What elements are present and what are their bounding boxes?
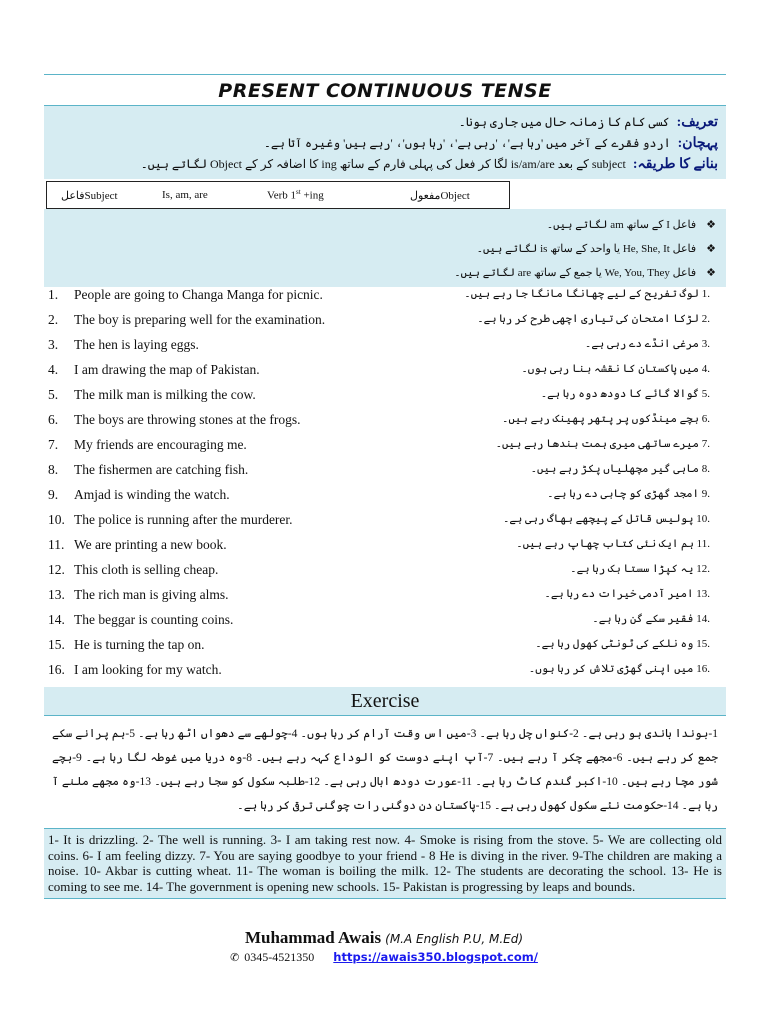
method-row: [52, 154, 718, 175]
sentence-row: [44, 487, 726, 512]
urdu-text: فقیر سکے گن رہا ہے۔: [592, 613, 694, 625]
footer: [0, 928, 768, 965]
sentence-number: 12.: [48, 562, 65, 577]
sentence-row: [44, 562, 726, 587]
english-sentence: [48, 637, 204, 653]
sentence-text: He is turning the tap on.: [74, 637, 205, 652]
sentence-text: The beggar is counting coins.: [74, 612, 234, 627]
identification-label: پہچان:: [677, 136, 718, 151]
sentence-row: [44, 537, 726, 562]
english-sentence: [48, 462, 248, 478]
bullets-box: [44, 209, 726, 287]
urdu-number: .7: [701, 438, 710, 450]
sentence-text: My friends are encouraging me.: [74, 437, 247, 452]
sentence-text: Amjad is winding the watch.: [74, 487, 230, 502]
urdu-text: میں پاکستان کا نقشہ بنا رہی ہوں۔: [521, 363, 699, 375]
sentence-number: 2.: [48, 312, 59, 327]
bullet-item: [54, 261, 716, 285]
sentence-number: 14.: [48, 612, 65, 627]
identification-row: [52, 133, 718, 154]
urdu-number: .14: [696, 613, 710, 625]
urdu-number: .10: [696, 513, 710, 525]
sentence-text: The boys are throwing stones at the frogs.: [74, 412, 301, 427]
sentence-row: [44, 287, 726, 312]
urdu-number: .5: [701, 388, 710, 400]
bullet-item: [54, 213, 716, 237]
definition-label: تعریف:: [676, 115, 718, 130]
sentence-number: 4.: [48, 362, 59, 377]
urdu-text: امجد گھڑی کو چابی دے رہا ہے۔: [547, 488, 699, 500]
sentence-row: [44, 412, 726, 437]
english-sentence: [48, 562, 218, 578]
urdu-sentence: [535, 637, 710, 650]
sentence-row: [44, 462, 726, 487]
english-sentence: [48, 587, 228, 603]
sentence-text: The police is running after the murderer.: [74, 512, 293, 527]
sentence-number: 11.: [48, 537, 65, 552]
exercise-urdu-paragraph: 1-بوندا باندی ہو رہی ہے۔ 2-کنواں چل رہا ہے۔ 3-میں اس وقت آرام کر رہا ہوں۔ 4-چولھے سے دھواں اٹھ رہا ہے۔ 5-ہم پرانے سکے جمع کر رہے ہیں۔ 6-مجھے چکر آ رہے ہیں۔ 7-آپ اپنے دوست کو الوداع کہہ رہے ہیں۔ 8-وہ دریا میں غوطہ لگا رہا ہے۔ 9-بچے شور مچا رہے ہیں۔ 10-اکبر گندم کاٹ رہا ہے۔ 11-عورت دودھ ابال رہی ہے۔ 12-طلبہ سکول کو سجا رہے ہیں۔ 13-وہ مجھے ملنے آ رہا ہے۔ 14-حکومت نئے سکول کھول رہی ہے۔ 15-پاکستان دن دوگنی رات چوگنی ترقی کر رہا ہے۔: [52, 728, 718, 812]
urdu-sentence: [544, 587, 710, 600]
sentence-number: 13.: [48, 587, 65, 602]
urdu-text: گوالا گائے کا دودھ دوہ رہا ہے۔: [540, 388, 699, 400]
formula-verb-sup: st: [296, 188, 301, 197]
urdu-text: میرے ساتھی میری ہمت بندھا رہے ہیں۔: [495, 438, 699, 450]
urdu-text: میں اپنی گھڑی تلاش کر رہا ہوں۔: [528, 663, 694, 675]
document-page: [44, 74, 726, 899]
sentence-number: 15.: [48, 637, 65, 652]
english-sentence: [48, 612, 233, 628]
urdu-text: امیر آدمی خیرات دے رہا ہے۔: [544, 588, 694, 600]
contact-line: [0, 950, 768, 965]
english-sentence: [48, 312, 325, 328]
diamond-icon: ❖: [706, 218, 716, 231]
english-sentence: [48, 337, 199, 353]
blog-link[interactable]: https://awais350.blogspot.com/: [333, 950, 538, 964]
phone-number: 0345-4521350: [244, 950, 315, 964]
urdu-number: .16: [696, 663, 710, 675]
urdu-text: پولیس قاتل کے پیچھے بھاگ رہی ہے۔: [502, 513, 694, 525]
urdu-text: لڑکا امتحان کی تیاری اچھی طرح کر رہا ہے۔: [477, 313, 699, 325]
english-sentence: [48, 487, 230, 503]
urdu-sentence: [592, 612, 710, 625]
urdu-sentence: [585, 337, 710, 350]
exercise-answers: 1- It is drizzling. 2- The well is running. 3- I am taking rest now. 4- Smoke is rising from the stove. 5- We are collecting old coins. 6- I am feeling dizzy. 7- You are saying goodbye to your friend - 8 He is diving in the river. 9-The children are making a noise. 10- Akbar is cutting wheat. 11- The woman is boiling the milk. 12- The students are decorating the school. 13- He is coming to see me. 14- The government is opening new schools. 15- Pakistan is progressing by leaps and bounds.: [44, 828, 726, 899]
definitions-box: [44, 106, 726, 179]
formula-object: مفعولObject: [410, 189, 470, 202]
sentence-number: 9.: [48, 487, 59, 502]
bullet-text: فاعل We, You, They یا جمع کے ساتھ are لگاتے ہیں۔: [454, 267, 697, 279]
sentence-row: [44, 587, 726, 612]
author-line: [0, 928, 768, 948]
bullet-item: [54, 237, 716, 261]
sentence-row: [44, 437, 726, 462]
urdu-sentence: [570, 562, 710, 575]
urdu-sentence: [502, 412, 710, 425]
urdu-text: وہ نلکے کی ٹونٹی کھول رہا ہے۔: [535, 638, 694, 650]
english-sentence: [48, 362, 260, 378]
urdu-number: .13: [696, 588, 710, 600]
sentence-row: [44, 362, 726, 387]
english-sentence: [48, 387, 256, 403]
phone-icon: ✆: [230, 951, 240, 964]
english-sentence: [48, 537, 227, 553]
formula-aux: Is, am, are: [162, 189, 208, 201]
urdu-text: ہم ایک نئی کتاب چھاپ رہے ہیں۔: [516, 538, 694, 550]
urdu-number: .6: [701, 413, 710, 425]
method-label: بنانے کا طریقہ:: [632, 157, 718, 172]
sentence-number: 16.: [48, 662, 65, 677]
urdu-sentence: [503, 512, 710, 525]
formula-subject: فاعلSubject: [61, 189, 118, 202]
sentence-row: [44, 387, 726, 412]
urdu-sentence: [464, 287, 710, 300]
urdu-number: .8: [701, 463, 710, 475]
sentence-text: I am drawing the map of Pakistan.: [74, 362, 260, 377]
sentence-number: 7.: [48, 437, 59, 452]
bullet-text: فاعل He, She, It یا واحد کے ساتھ is لگاتے ہیں۔: [476, 243, 697, 255]
sentence-list: [44, 287, 726, 687]
urdu-number: .11: [696, 538, 710, 550]
urdu-text: مرغی انڈے دے رہی ہے۔: [584, 338, 699, 350]
sentence-text: The boy is preparing well for the examination.: [74, 312, 326, 327]
urdu-number: .3: [701, 338, 710, 350]
formula-box: [46, 181, 510, 209]
diamond-icon: ❖: [706, 266, 716, 279]
english-sentence: [48, 287, 323, 303]
definition-text: کسی کام کا زمانہ حال میں جاری ہونا۔: [458, 115, 670, 129]
sentence-number: 5.: [48, 387, 59, 402]
formula-verb: [267, 188, 324, 202]
urdu-text: لوگ تفریح کے لیے چھانگا مانگا جا رہے ہیں۔: [464, 288, 699, 300]
sentence-number: 10.: [48, 512, 65, 527]
sentence-text: The rich man is giving alms.: [74, 587, 229, 602]
urdu-sentence: [531, 462, 710, 475]
urdu-number: .12: [696, 563, 710, 575]
english-sentence: [48, 512, 293, 528]
urdu-sentence: [496, 437, 710, 450]
sentence-number: 1.: [48, 287, 59, 302]
english-sentence: [48, 412, 300, 428]
urdu-sentence: [516, 537, 710, 550]
sentence-text: We are printing a new book.: [74, 537, 227, 552]
sentence-row: [44, 662, 726, 687]
author-qualifications: (M.A English P.U, M.Ed): [385, 932, 524, 946]
bullet-text: فاعل I کے ساتھ am لگاتے ہیں۔: [546, 219, 697, 231]
urdu-sentence: [529, 662, 710, 675]
urdu-number: .2: [701, 313, 710, 325]
sentence-text: The fishermen are catching fish.: [74, 462, 249, 477]
page-title: PRESENT CONTINUOUS TENSE: [218, 80, 552, 102]
urdu-text: ماہی گیر مچھلیاں پکڑ رہے ہیں۔: [530, 463, 699, 475]
urdu-text: یہ کپڑا سستا بک رہا ہے۔: [570, 563, 694, 575]
urdu-sentence: [521, 362, 710, 375]
urdu-sentence: [477, 312, 710, 325]
urdu-number: .9: [701, 488, 710, 500]
urdu-sentence: [547, 487, 710, 500]
sentence-text: The hen is laying eggs.: [74, 337, 199, 352]
sentence-row: [44, 312, 726, 337]
sentence-number: 6.: [48, 412, 59, 427]
identification-text: اردو فقرے کے آخر میں 'رہا ہے'، 'رہی ہے'، 'رہا ہوں'، 'رہے ہیں' وغیرہ آتا ہے۔: [263, 136, 671, 150]
method-text: subject کے بعد is/am/are لگا کر فعل کی پہلی فارم کے ساتھ ing کا اضافہ کر کے Object لگاتے ہیں۔: [140, 157, 626, 171]
sentence-text: The milk man is milking the cow.: [74, 387, 256, 402]
sentence-number: 3.: [48, 337, 59, 352]
english-sentence: [48, 437, 247, 453]
sentence-row: [44, 612, 726, 637]
urdu-number: .1: [701, 288, 710, 300]
sentence-row: [44, 512, 726, 537]
urdu-sentence: [541, 387, 710, 400]
sentence-text: People are going to Changa Manga for picnic.: [74, 287, 323, 302]
urdu-number: .15: [696, 638, 710, 650]
formula-verb-tail: +ing: [300, 189, 324, 202]
diamond-icon: ❖: [706, 242, 716, 255]
formula-verb-text: Verb 1: [267, 189, 297, 202]
urdu-number: .4: [701, 363, 710, 375]
english-sentence: [48, 662, 222, 678]
sentence-text: This cloth is selling cheap.: [74, 562, 219, 577]
sentence-row: [44, 637, 726, 662]
urdu-text: بچے مینڈکوں پر پتھر پھینک رہے ہیں۔: [502, 413, 699, 425]
exercise-heading: Exercise: [44, 687, 726, 715]
sentence-text: I am looking for my watch.: [74, 662, 222, 677]
definition-row: [52, 112, 718, 133]
sentence-number: 8.: [48, 462, 59, 477]
top-rule: [44, 74, 726, 75]
author-name: Muhammad Awais: [244, 928, 382, 947]
sentence-row: [44, 337, 726, 362]
